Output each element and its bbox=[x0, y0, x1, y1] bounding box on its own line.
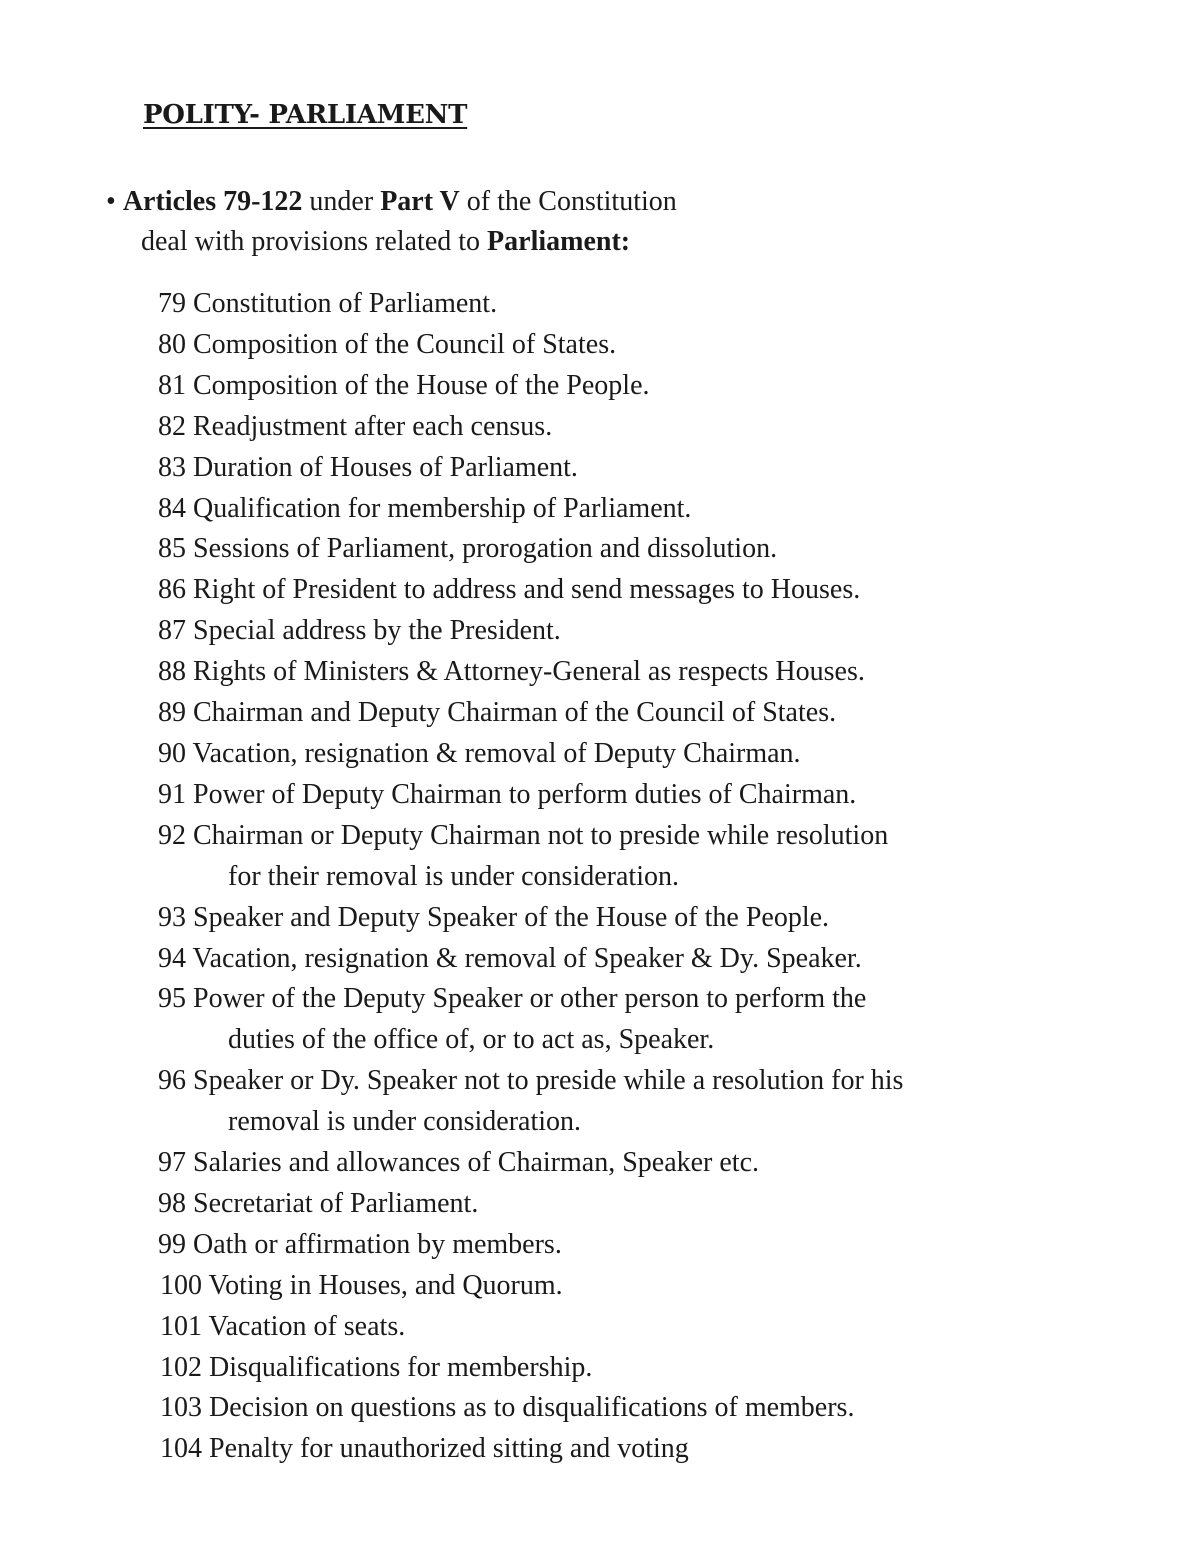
article-line bbox=[158, 656, 865, 687]
article-line bbox=[158, 738, 801, 769]
article-item bbox=[158, 775, 903, 816]
article-line bbox=[158, 1270, 563, 1301]
article-text: Chairman or Deputy Chairman not to preside while resolution bbox=[193, 819, 889, 851]
article-number: 97 bbox=[158, 1147, 186, 1179]
article-item bbox=[158, 816, 903, 898]
article-item bbox=[158, 407, 903, 448]
article-text: Readjustment after each census. bbox=[193, 410, 553, 442]
article-text: Salaries and allowances of Chairman, Speaker etc. bbox=[193, 1147, 760, 1179]
article-item bbox=[158, 734, 903, 775]
article-number: 93 bbox=[158, 901, 186, 933]
article-line bbox=[158, 697, 836, 728]
article-number: 90 bbox=[158, 737, 186, 769]
article-text: Special address by the President. bbox=[193, 615, 561, 647]
article-item bbox=[158, 693, 903, 734]
article-text: Oath or affirmation by members. bbox=[193, 1228, 562, 1260]
article-number: 104 bbox=[160, 1433, 202, 1465]
article-number: 94 bbox=[158, 942, 186, 974]
article-number: 80 bbox=[158, 328, 186, 360]
article-text-continuation: duties of the office of, or to act as, Speaker. bbox=[228, 1024, 715, 1056]
article-text-continuation: for their removal is under consideration. bbox=[228, 860, 679, 892]
article-item bbox=[158, 366, 903, 407]
article-item bbox=[158, 1307, 903, 1348]
article-number: 85 bbox=[158, 533, 186, 565]
article-text: Penalty for unauthorized sitting and voting bbox=[209, 1433, 689, 1465]
article-line bbox=[158, 1352, 592, 1383]
article-item bbox=[158, 1266, 903, 1307]
article-text: Vacation, resignation & removal of Speaker & Dy. Speaker. bbox=[192, 942, 862, 974]
article-number: 87 bbox=[158, 615, 186, 647]
article-line bbox=[158, 493, 691, 524]
article-number: 100 bbox=[160, 1269, 202, 1301]
article-text: Right of President to address and send messages to Houses. bbox=[193, 574, 861, 606]
article-item bbox=[158, 529, 903, 570]
article-line bbox=[158, 370, 650, 401]
article-number: 103 bbox=[160, 1392, 202, 1424]
article-line bbox=[158, 1433, 689, 1464]
article-text: Power of the Deputy Speaker or other person to perform the bbox=[193, 983, 867, 1015]
article-number: 91 bbox=[158, 778, 186, 810]
article-item bbox=[158, 489, 903, 530]
article-item bbox=[158, 652, 903, 693]
article-item bbox=[158, 1225, 903, 1266]
article-text: Power of Deputy Chairman to perform duties of Chairman. bbox=[193, 778, 857, 810]
article-text: Composition of the House of the People. bbox=[193, 369, 650, 401]
article-item bbox=[158, 1143, 903, 1184]
intro-line-1: • Articles 79-122 under Part V of the Constitution bbox=[106, 186, 677, 217]
article-line bbox=[158, 1392, 854, 1423]
article-number: 83 bbox=[158, 451, 186, 483]
article-number: 99 bbox=[158, 1228, 186, 1260]
article-text: Sessions of Parliament, prorogation and dissolution. bbox=[193, 533, 778, 565]
article-number: 84 bbox=[158, 492, 186, 524]
articles-range: Articles 79-122 bbox=[122, 186, 303, 217]
article-text-continuation: removal is under consideration. bbox=[228, 1106, 582, 1138]
article-line bbox=[158, 1229, 562, 1260]
article-line bbox=[158, 902, 829, 933]
bullet: • bbox=[106, 186, 116, 217]
article-number: 98 bbox=[158, 1187, 186, 1219]
article-text: Constitution of Parliament. bbox=[193, 288, 498, 319]
article-item bbox=[158, 898, 903, 939]
article-item bbox=[158, 570, 903, 611]
article-text: Decision on questions as to disqualifications of members. bbox=[209, 1392, 855, 1424]
article-item bbox=[158, 448, 903, 489]
article-text: Secretariat of Parliament. bbox=[193, 1187, 479, 1219]
article-line bbox=[158, 1311, 405, 1342]
parliament-label: Parliament: bbox=[487, 226, 631, 257]
article-line bbox=[158, 1065, 903, 1096]
article-text: Speaker and Deputy Speaker of the House of the People. bbox=[193, 901, 830, 933]
article-text: Rights of Ministers & Attorney-General as respects Houses. bbox=[193, 656, 865, 688]
article-line bbox=[158, 983, 866, 1014]
article-item bbox=[158, 1061, 903, 1143]
part-label: Part V bbox=[380, 186, 460, 217]
article-number: 89 bbox=[158, 697, 186, 729]
article-number: 101 bbox=[160, 1310, 202, 1342]
article-number: 81 bbox=[158, 369, 186, 401]
intro-line-2: deal with provisions related to Parliament: bbox=[141, 226, 631, 257]
article-item bbox=[158, 325, 903, 366]
article-item bbox=[158, 1388, 903, 1429]
article-item bbox=[158, 979, 903, 1061]
article-line bbox=[158, 288, 497, 319]
article-text: Qualification for membership of Parliament. bbox=[193, 492, 692, 524]
article-number: 102 bbox=[160, 1351, 202, 1383]
article-number: 92 bbox=[158, 819, 186, 851]
article-item bbox=[158, 1184, 903, 1225]
article-line bbox=[158, 615, 561, 646]
article-text: Speaker or Dy. Speaker not to preside while a resolution for his bbox=[193, 1065, 904, 1097]
article-number: 86 bbox=[158, 574, 186, 606]
article-number: 96 bbox=[158, 1065, 186, 1097]
article-line bbox=[158, 820, 888, 851]
article-item bbox=[158, 1429, 903, 1470]
article-line bbox=[158, 1188, 478, 1219]
article-line bbox=[158, 943, 862, 974]
article-line bbox=[158, 779, 856, 810]
article-text: Composition of the Council of States. bbox=[193, 328, 617, 360]
article-text: Duration of Houses of Parliament. bbox=[193, 451, 578, 483]
intro-paragraph bbox=[106, 182, 677, 262]
article-item bbox=[158, 284, 903, 325]
article-text: Chairman and Deputy Chairman of the Council of States. bbox=[193, 697, 837, 729]
article-line bbox=[158, 452, 578, 483]
article-item bbox=[158, 939, 903, 980]
article-text: Vacation of seats. bbox=[208, 1310, 406, 1342]
article-number: 79 bbox=[158, 288, 186, 319]
article-item bbox=[158, 611, 903, 652]
article-number: 95 bbox=[158, 983, 186, 1015]
article-item bbox=[158, 1348, 903, 1389]
article-text: Vacation, resignation & removal of Deputy Chairman. bbox=[192, 737, 801, 769]
article-text: Voting in Houses, and Quorum. bbox=[208, 1269, 563, 1301]
article-line bbox=[158, 1147, 759, 1178]
article-line bbox=[158, 411, 552, 442]
article-line bbox=[158, 574, 860, 605]
article-number: 82 bbox=[158, 410, 186, 442]
article-text: Disqualifications for membership. bbox=[209, 1351, 593, 1383]
article-list bbox=[158, 284, 903, 1470]
article-line bbox=[158, 533, 777, 564]
article-number: 88 bbox=[158, 656, 186, 688]
article-line bbox=[158, 329, 616, 360]
page-title: POLITY- PARLIAMENT bbox=[143, 100, 468, 130]
